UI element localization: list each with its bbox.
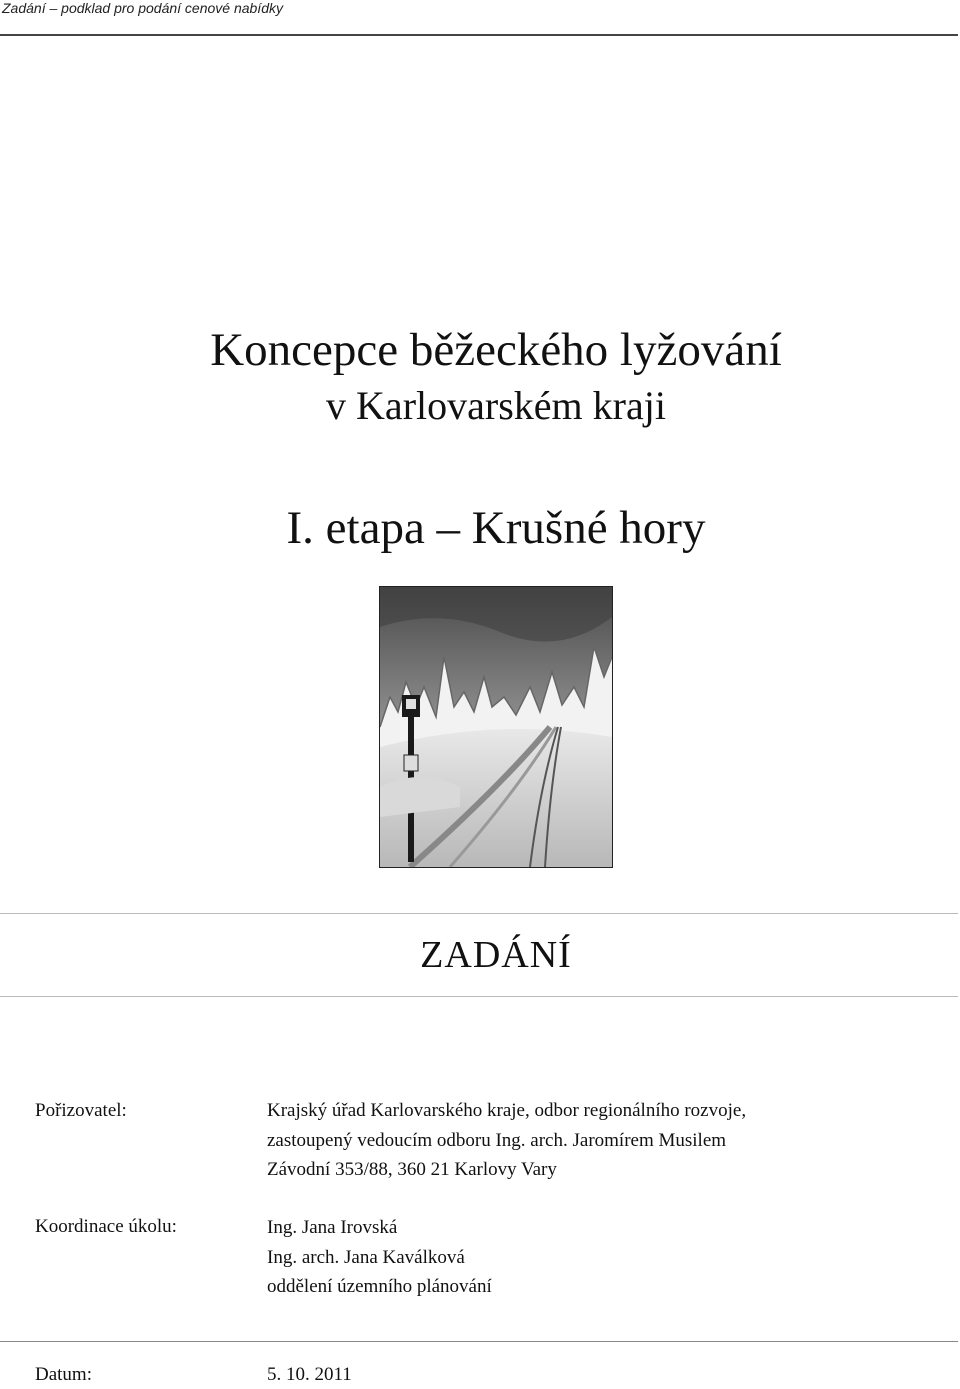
koordinace-line: Ing. Jana Irovská	[267, 1217, 398, 1238]
date-value: 5. 10. 2011	[267, 1364, 352, 1385]
koordinace-line: oddělení územního plánování	[267, 1276, 492, 1297]
koordinace-line: Ing. arch. Jana Kaválková	[267, 1246, 465, 1268]
cover-photo	[379, 586, 613, 868]
section-heading: ZADÁNÍ	[420, 934, 572, 976]
porizovatel-line: zastoupený vedoucím odboru Ing. arch. Jaromírem Musilem	[267, 1129, 727, 1151]
winter-ski-trail-icon	[380, 587, 612, 867]
porizovatel-label: Pořizovatel:	[35, 1100, 127, 1121]
porizovatel-value	[267, 1096, 746, 1185]
header-divider	[0, 34, 958, 36]
document-title: Koncepce běžeckého lyžování	[210, 324, 782, 376]
date-label: Datum:	[35, 1364, 92, 1385]
section-divider-top	[0, 913, 958, 914]
koordinace-value	[267, 1213, 492, 1302]
porizovatel-line: Závodní 353/88, 360 21 Karlovy Vary	[267, 1159, 557, 1180]
porizovatel-line: Krajský úřad Karlovarského kraje, odbor regionálního rozvoje,	[267, 1100, 747, 1121]
running-header: Zadání – podklad pro podání cenové nabídky	[2, 0, 283, 16]
document-subtitle: v Karlovarském kraji	[326, 383, 666, 428]
document-stage-title: I. etapa – Krušné hory	[286, 502, 706, 554]
section-divider-bottom	[0, 996, 958, 997]
koordinace-label: Koordinace úkolu:	[35, 1216, 177, 1237]
footer-divider	[0, 1341, 958, 1342]
